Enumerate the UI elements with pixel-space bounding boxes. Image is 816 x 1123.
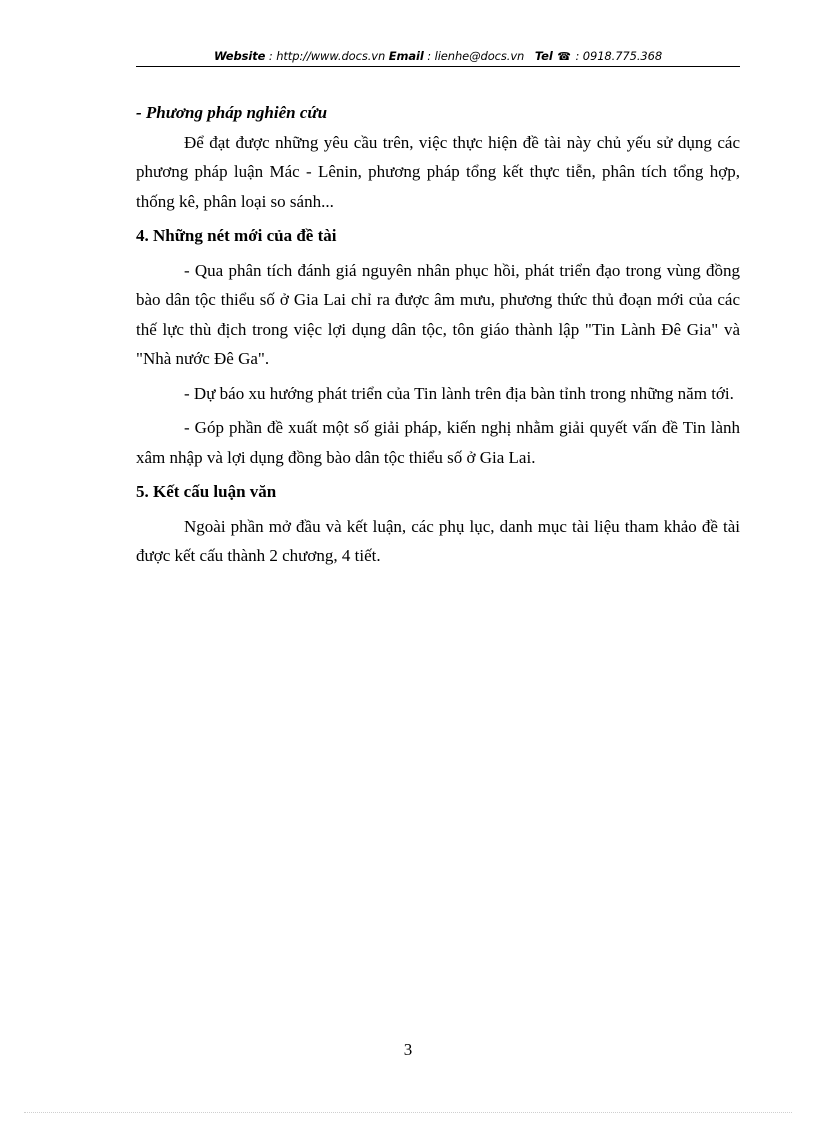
email-address[interactable]: lienhe@docs.vn [434, 49, 525, 63]
website-label: Website [213, 49, 266, 63]
novelty-item-3: - Góp phần đề xuất một số giải pháp, kiến nghị nhằm giải quyết vấn đề Tin lành xâm nhập và lợi dụng đồng bào dân tộc thiểu số ở Gia Lai. [136, 418, 740, 467]
tel-number: 0918.775.368 [582, 49, 663, 63]
phone-icon: ☎ [557, 50, 571, 63]
novelty-item-1: - Qua phân tích đánh giá nguyên nhân phục hồi, phát triển đạo trong vùng đồng bào dân tộc thiểu số ở Gia Lai chỉ ra được âm mưu, phương thức thủ đoạn mới của các thế lực thù địch trong việc lợi dụng dân tộc, tôn giáo thành lập "Tin Lành Đê Gia" và "Nhà nước Đê Ga". [136, 260, 740, 368]
methods-paragraph: Để đạt được những yêu cầu trên, việc thực hiện đề tài này chủ yếu sử dụng các phương pháp luận Mác - Lênin, phương pháp tổng kết thực tiễn, phân tích tổng hợp, thống kê, phân loại so sánh... [136, 132, 740, 211]
page-number: 3 [403, 1040, 413, 1059]
structure-paragraph: Ngoài phần mở đầu và kết luận, các phụ lục, danh mục tài liệu tham khảo đề tài được kết cấu thành 2 chương, 4 tiết. [136, 516, 740, 565]
website-url[interactable]: http://www.docs.vn [276, 49, 386, 63]
tel-label: Tel [534, 49, 553, 63]
novelty-heading: 4. Những nét mới của đề tài [136, 226, 337, 245]
structure-heading: 5. Kết cấu luận văn [136, 482, 277, 501]
footer-dotted-line [24, 1112, 792, 1113]
email-label: Email [388, 49, 424, 63]
methods-heading: - Phương pháp nghiên cứu [136, 103, 328, 122]
document-body [136, 98, 740, 571]
novelty-item-2: - Dự báo xu hướng phát triển của Tin lành trên địa bàn tỉnh trong những năm tới. [184, 383, 734, 403]
header-divider [136, 66, 740, 67]
page-header: Website : http://www.docs.vn Email : lienhe@docs.vn Tel ☎ : 0918.775.368 [213, 49, 663, 63]
